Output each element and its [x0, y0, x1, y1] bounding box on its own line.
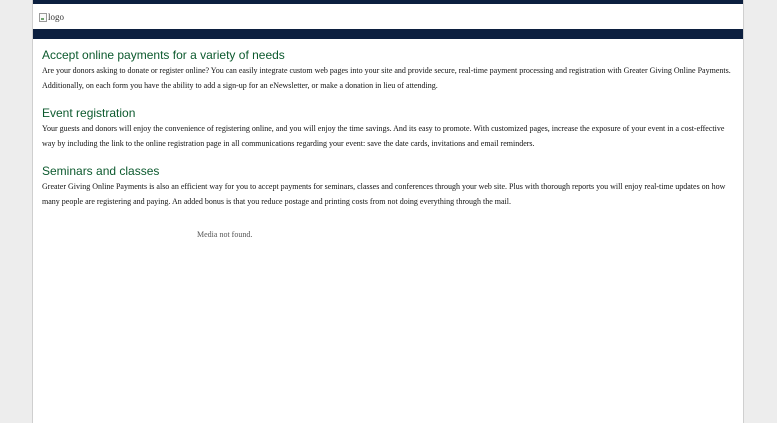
- nav-bar: [33, 29, 743, 39]
- section-title: Seminars and classes: [42, 164, 160, 178]
- section-body: Greater Giving Online Payments is also an efficient way for you to accept payments for seminars, classes and conferences through your web site. Plus with thorough reports you will enjoy real-time updates on how many people are registering and paying. An added bonus is that you reduce postage and printing costs from not doing everything through the mail.: [42, 182, 726, 206]
- section-seminars: [42, 164, 732, 209]
- section-body: Your guests and donors will enjoy the convenience of registering online, and you will enjoy the time savings. And its easy to promote. With customized pages, increase the exposure of your event in a cost-effective way by including the link to the online registration page in all communications regarding your event: save the date cards, invitations and email reminders.: [42, 124, 725, 148]
- page-container: [32, 0, 744, 423]
- top-bar: [33, 0, 743, 4]
- broken-image-icon: [39, 13, 47, 22]
- section-title: Accept online payments for a variety of needs: [42, 48, 285, 62]
- logo[interactable]: [39, 11, 64, 23]
- section-online-payments: [42, 48, 732, 93]
- logo-alt-text: logo: [48, 12, 65, 22]
- media-placeholder: Media not found.: [197, 230, 253, 239]
- section-body: Are your donors asking to donate or register online? You can easily integrate custom web pages into your site and provide secure, real-time payment processing and registration with Greater Giving Online Payments. Additionally, on each form you have the ability to add a sign-up for an eNewsletter, or make a donation in lieu of attending.: [42, 66, 731, 90]
- section-title: Event registration: [42, 106, 136, 120]
- section-event-registration: [42, 106, 732, 151]
